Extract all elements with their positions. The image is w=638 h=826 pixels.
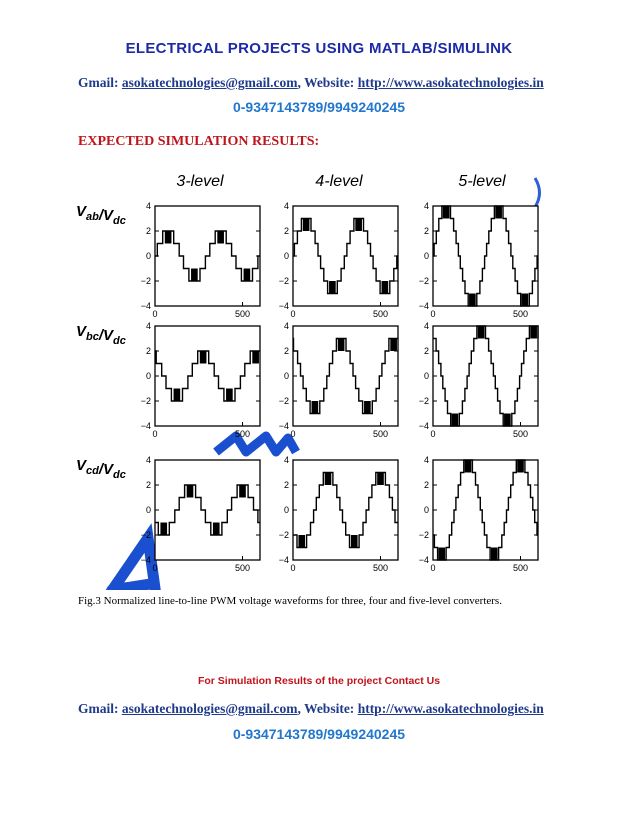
header-contact-line	[78, 75, 544, 91]
page-title: ELECTRICAL PROJECTS USING MATLAB/SIMULINK	[125, 40, 513, 57]
waveform-panel	[279, 455, 398, 573]
pwm-block	[530, 326, 537, 339]
gmail-label: Gmail:	[78, 75, 119, 90]
x-tick-label: 0	[152, 309, 158, 319]
website-label: Website:	[304, 75, 355, 90]
y-tick-label: 4	[283, 455, 289, 465]
x-tick-label: 0	[152, 563, 158, 573]
pwm-block	[382, 281, 389, 294]
y-tick-label: 4	[423, 201, 429, 211]
x-tick-label: 0	[290, 563, 296, 573]
email-link[interactable]: asokatechnologies@gmail.com	[121, 701, 298, 716]
waveform-figure	[0, 160, 638, 590]
y-tick-label: 4	[145, 321, 151, 331]
y-tick-label: −2	[140, 530, 151, 540]
y-tick-label: −4	[140, 421, 151, 431]
pwm-block	[491, 548, 498, 561]
y-tick-label: −4	[140, 301, 151, 311]
waveform-panel	[419, 201, 538, 319]
watermark-fragment-top-right	[535, 178, 540, 207]
figure-caption: Fig.3 Normalized line-to-line PWM voltage waveforms for three, four and five-level converters.	[78, 595, 502, 607]
pwm-block	[213, 523, 220, 536]
y-tick-label: 0	[423, 505, 429, 515]
pwm-block	[522, 294, 529, 307]
y-tick-label: 2	[423, 480, 429, 490]
y-tick-label: 0	[423, 251, 429, 261]
website-label: Website:	[304, 701, 355, 716]
pwm-block	[298, 535, 305, 548]
pwm-block	[469, 294, 476, 307]
x-tick-label: 0	[152, 429, 158, 439]
y-tick-label: −2	[418, 530, 429, 540]
x-tick-label: 500	[234, 563, 251, 573]
x-tick-label: 500	[372, 563, 389, 573]
pwm-block	[355, 219, 362, 232]
x-tick-label: 500	[512, 309, 529, 319]
website-link[interactable]: http://www.asokatechnologies.in	[357, 701, 544, 716]
pwm-block	[239, 485, 246, 498]
footer-note: For Simulation Results of the project Contact Us	[197, 675, 441, 687]
pwm-block	[244, 269, 251, 282]
pwm-block	[390, 339, 397, 352]
y-tick-label: 0	[145, 371, 151, 381]
pwm-block	[478, 326, 485, 339]
y-tick-label: 2	[423, 226, 429, 236]
email-link[interactable]: asokatechnologies@gmail.com	[121, 75, 298, 90]
separator: ,	[297, 701, 301, 716]
pwm-block	[495, 206, 502, 219]
y-tick-label: 4	[145, 201, 151, 211]
x-tick-label: 500	[234, 309, 251, 319]
y-tick-label: 0	[145, 251, 151, 261]
y-tick-label: −4	[278, 555, 289, 565]
y-tick-label: 0	[283, 505, 289, 515]
watermark-fragment-center	[216, 436, 296, 452]
gmail-label: Gmail:	[78, 701, 119, 716]
website-link[interactable]: http://www.asokatechnologies.in	[357, 75, 544, 90]
pwm-block	[303, 219, 310, 232]
y-tick-label: −2	[278, 396, 289, 406]
pwm-block	[217, 231, 224, 244]
x-tick-label: 0	[430, 309, 436, 319]
y-tick-label: −4	[278, 301, 289, 311]
pwm-block	[329, 281, 336, 294]
waveform-panel	[279, 201, 398, 319]
x-tick-label: 0	[430, 429, 436, 439]
footer-phone: 0-9347143789/9949240245	[232, 726, 406, 742]
y-tick-label: −2	[418, 396, 429, 406]
y-tick-label: 0	[283, 251, 289, 261]
y-tick-label: 2	[145, 226, 151, 236]
row-label: $V_{bc}/V_{dc}$	[76, 323, 126, 347]
y-tick-label: 2	[145, 480, 151, 490]
pwm-block	[252, 351, 259, 364]
pwm-block	[364, 401, 371, 414]
x-tick-label: 500	[372, 429, 389, 439]
pwm-block	[377, 473, 384, 486]
pwm-block	[338, 339, 345, 352]
y-tick-label: −4	[418, 555, 429, 565]
y-tick-label: −2	[278, 530, 289, 540]
y-tick-label: 0	[283, 371, 289, 381]
y-tick-label: 2	[283, 226, 289, 236]
y-tick-label: 4	[283, 201, 289, 211]
x-tick-label: 500	[234, 429, 251, 439]
pwm-block	[165, 231, 172, 244]
y-tick-label: 4	[423, 455, 429, 465]
pwm-block	[443, 206, 450, 219]
y-tick-label: −4	[418, 301, 429, 311]
y-tick-label: −2	[278, 276, 289, 286]
x-tick-label: 0	[290, 429, 296, 439]
y-tick-label: −2	[418, 276, 429, 286]
y-tick-label: 2	[283, 480, 289, 490]
x-tick-label: 500	[372, 309, 389, 319]
row-label: $V_{ab}/V_{dc}$	[76, 203, 126, 227]
waveform-panel	[141, 321, 260, 439]
y-tick-label: 2	[283, 346, 289, 356]
panel-frame	[433, 326, 538, 426]
pwm-block	[187, 485, 194, 498]
pwm-block	[517, 460, 524, 473]
y-tick-label: −4	[418, 421, 429, 431]
pwm-block	[438, 548, 445, 561]
waveform-panel	[141, 455, 260, 573]
pwm-block	[504, 414, 511, 427]
waveform-panel	[419, 455, 538, 573]
y-tick-label: −2	[140, 396, 151, 406]
y-tick-label: −4	[278, 421, 289, 431]
column-title: 3-level	[176, 173, 224, 190]
y-tick-label: 0	[145, 505, 151, 515]
waveform-panel	[279, 321, 398, 439]
footer-contact-line	[78, 701, 544, 717]
x-tick-label: 500	[512, 429, 529, 439]
y-tick-label: 2	[423, 346, 429, 356]
y-tick-label: 4	[145, 455, 151, 465]
pwm-block	[312, 401, 319, 414]
waveform-panel	[419, 321, 538, 439]
pwm-block	[200, 351, 207, 364]
row-label: $V_{cd}/V_{dc}$	[76, 457, 126, 481]
y-tick-label: 4	[283, 321, 289, 331]
pwm-block	[465, 460, 472, 473]
x-tick-label: 0	[290, 309, 296, 319]
y-tick-label: 4	[423, 321, 429, 331]
pwm-block	[174, 389, 181, 402]
pwm-block	[160, 523, 167, 536]
pwm-block	[226, 389, 233, 402]
waveform-panel	[141, 201, 260, 319]
x-tick-label: 500	[512, 563, 529, 573]
header-phone: 0-9347143789/9949240245	[232, 99, 406, 115]
y-tick-label: −4	[140, 555, 151, 565]
pwm-block	[452, 414, 459, 427]
panel-frame	[155, 460, 260, 560]
pwm-block	[191, 269, 198, 282]
x-tick-label: 0	[430, 563, 436, 573]
pwm-block	[351, 535, 358, 548]
pwm-block	[325, 473, 332, 486]
y-tick-label: 2	[145, 346, 151, 356]
y-tick-label: −2	[140, 276, 151, 286]
separator: ,	[297, 75, 301, 90]
y-tick-label: 0	[423, 371, 429, 381]
column-title: 4-level	[315, 173, 363, 190]
column-title: 5-level	[458, 173, 506, 190]
section-heading: EXPECTED SIMULATION RESULTS:	[78, 134, 320, 149]
